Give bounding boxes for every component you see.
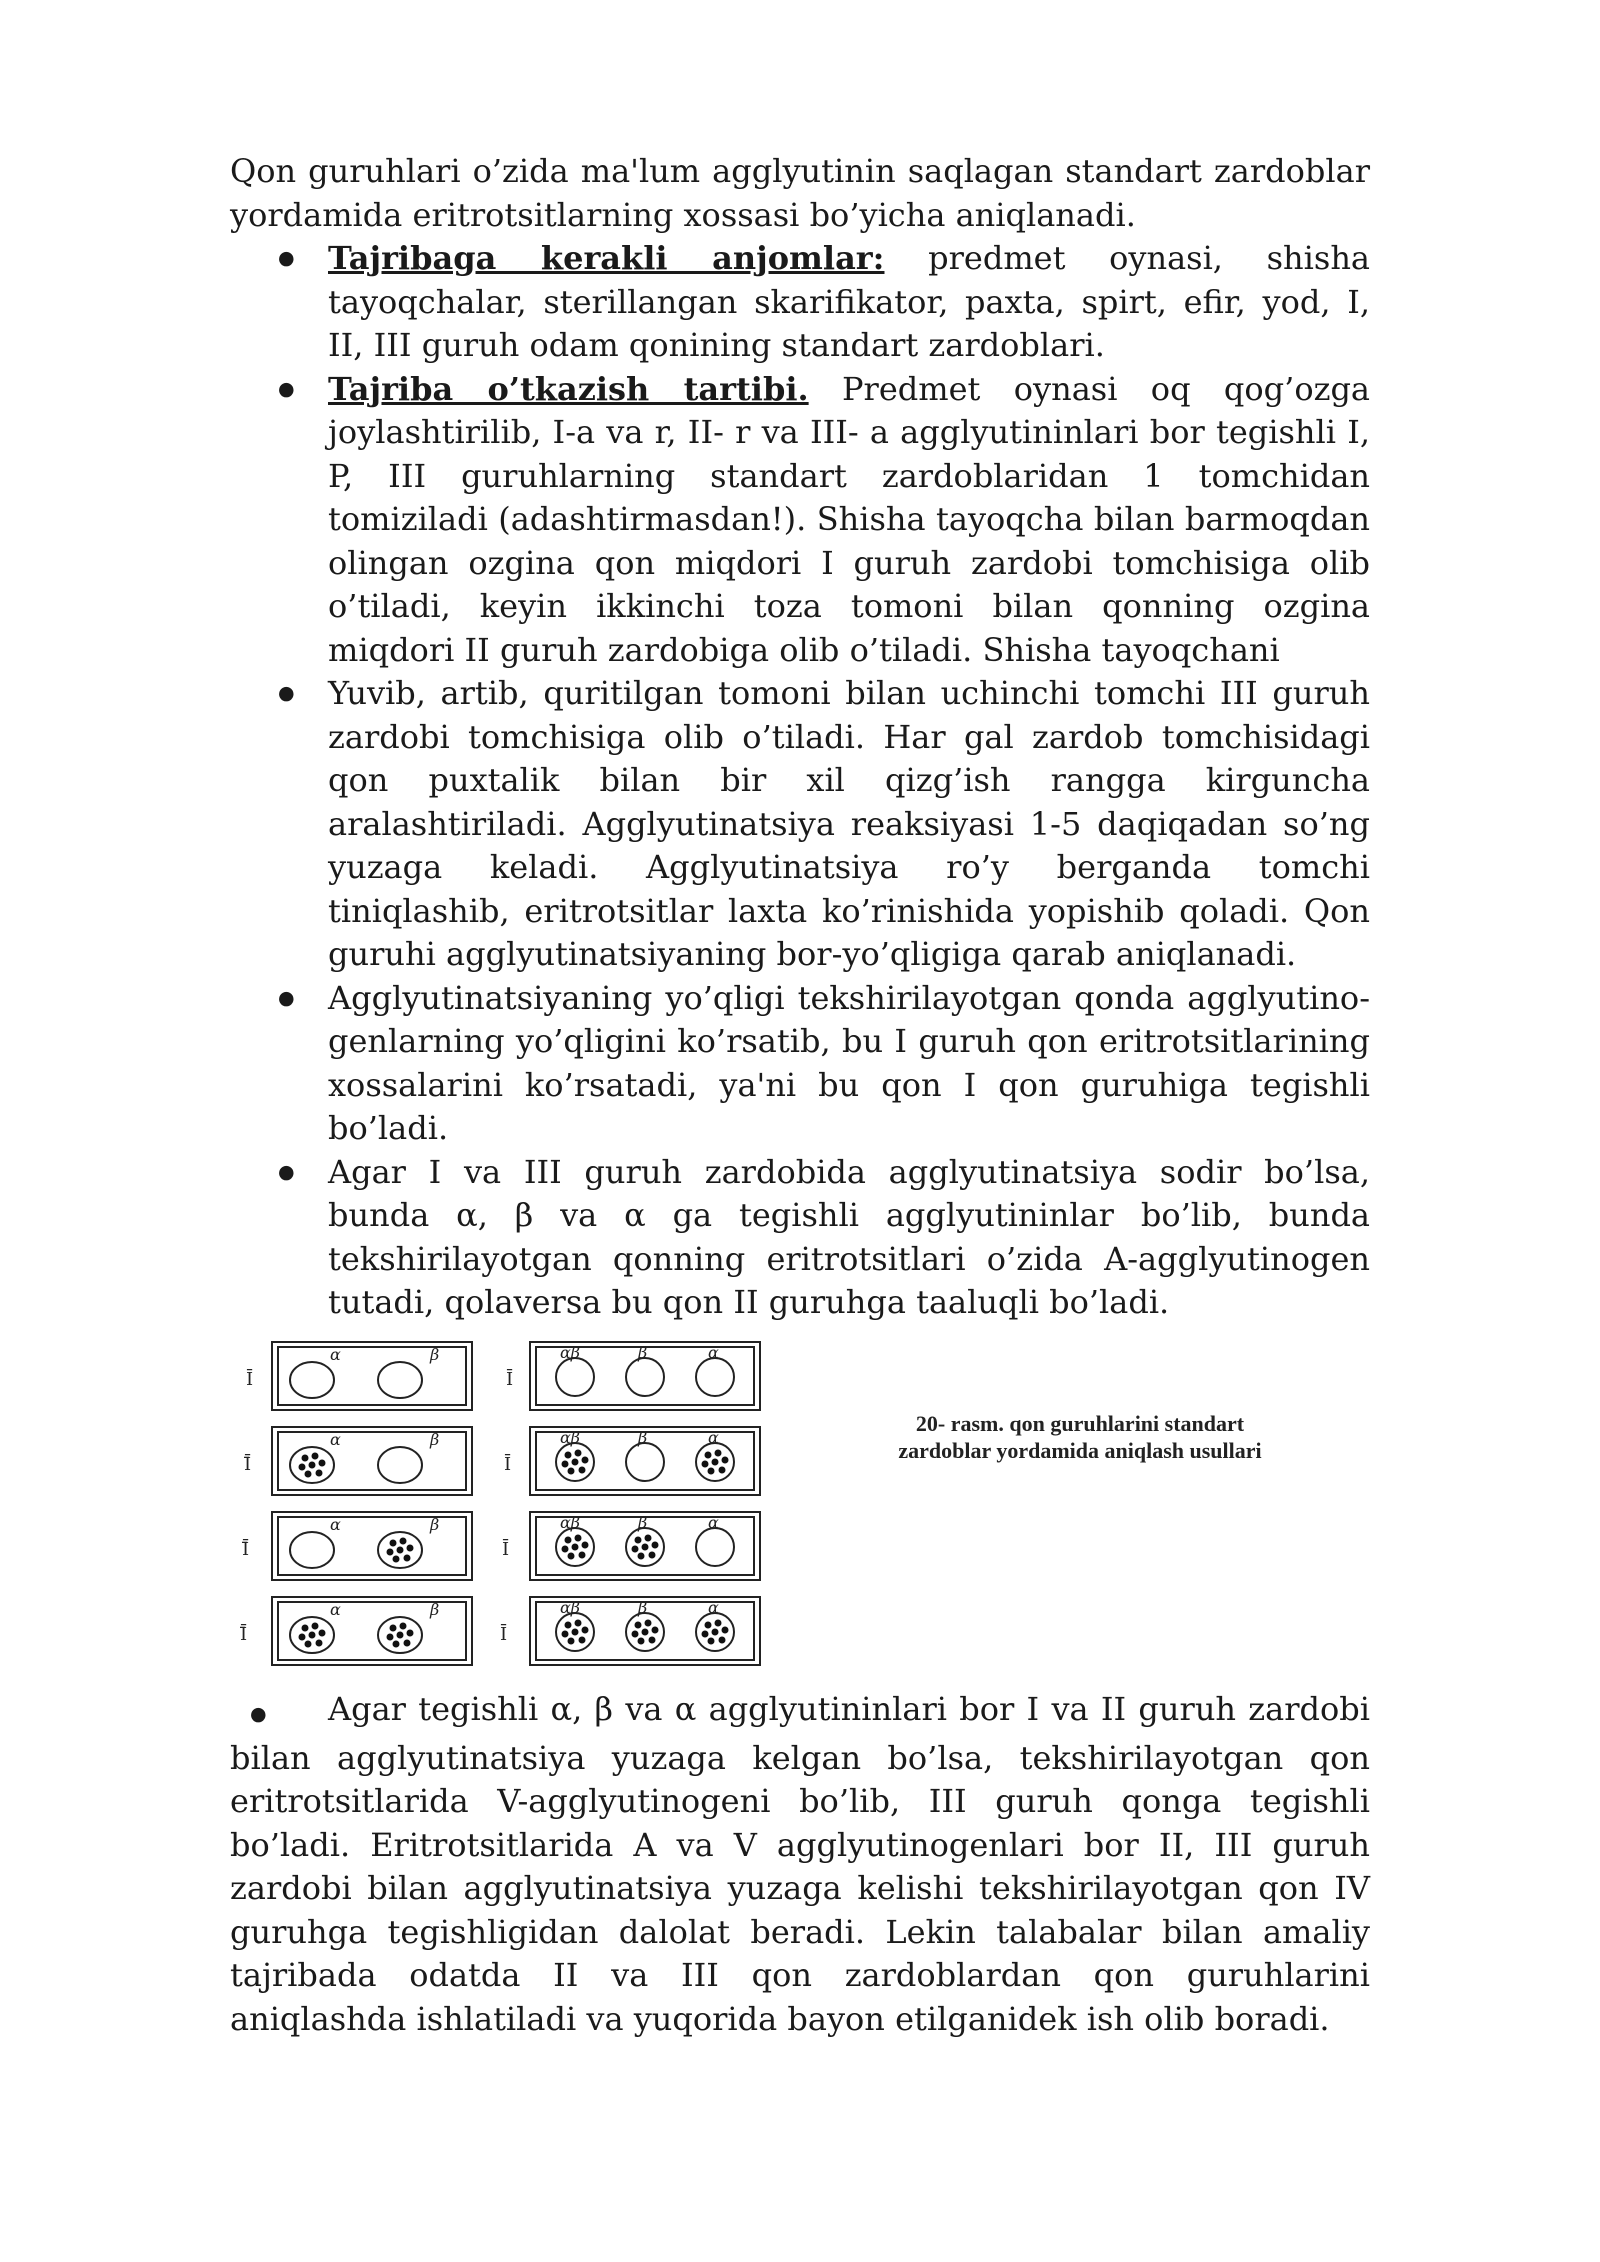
svg-text:αβ: αβ: [560, 1598, 581, 1617]
figure-caption-line-2: zardoblar yordamida aniqlash usullari: [898, 1438, 1262, 1463]
bullet-group-two: ● Agar I va III guruh zardobida agglyutinatsiya sodir bo’lsa, bunda α, β va α ga tegishli agglyutininlar bo’lib, bunda tekshirilayotgan qonning eritrotsitlari o’zida A-agglyutinogen tutadi, qolaversa bu qon II guruhga taaluqli bo’ladi.: [230, 1151, 1370, 1325]
closing-bullet-icon: ●: [250, 1703, 267, 1725]
svg-text:α: α: [330, 1430, 341, 1449]
bullet-materials: [230, 237, 1370, 368]
svg-text:α: α: [708, 1513, 719, 1532]
svg-text:α: α: [330, 1345, 341, 1364]
svg-text:α: α: [708, 1428, 719, 1447]
svg-text:α: α: [708, 1343, 719, 1362]
svg-text:Ī: Ī: [504, 1454, 512, 1475]
bullet-procedure: [230, 368, 1370, 673]
svg-text:β: β: [430, 1515, 440, 1534]
figure-caption: [830, 1410, 1330, 1464]
document-body: [230, 150, 1370, 1325]
svg-text:α: α: [330, 1600, 341, 1619]
closing-paragraph: [230, 1688, 1370, 2041]
svg-text:Ī̄: Ī̄: [242, 1539, 250, 1560]
svg-text:Ī̄: Ī̄: [244, 1454, 252, 1475]
svg-text:β: β: [638, 1598, 648, 1617]
svg-text:Ī: Ī: [246, 1369, 254, 1390]
svg-text:Ī̄: Ī̄: [240, 1624, 248, 1645]
agglutination-diagram: [230, 1330, 810, 1680]
svg-text:Ī: Ī: [502, 1539, 510, 1560]
svg-text:α: α: [330, 1515, 341, 1534]
blood-group-figure: [230, 1330, 1370, 1680]
bullet-procedure-text: Predmet oynasi oq qog’ozga joylashtirilib, I-a va r, II- r va III- a agglyutininlari bor tegishli I, P, III guruhlarning standart zardoblaridan 1 tomchidan tomiziladi (adashtirmasdan!). Shisha tayoqcha bilan barmoqdan olingan ozgina qon miqdori I guruh zardobi tomchisiga olib o’tiladi, keyin ikkinchi toza tomoni bilan qonning ozgina miqdori II guruh zardobiga olib o’tiladi. Shisha tayoqchani: [328, 369, 1371, 669]
svg-text:αβ: αβ: [560, 1428, 581, 1447]
svg-text:β: β: [638, 1428, 648, 1447]
svg-text:β: β: [430, 1600, 440, 1619]
svg-text:Ī: Ī: [500, 1624, 508, 1645]
bullet-wipe: ● Yuvib, artib, quritilgan tomoni bilan uchinchi tomchi III guruh zardobi tomchisiga olib o’tiladi. Har gal zardob tomchisidagi qon puxtalik bilan bir xil qizg’ish rangga kirguncha aralashtiriladi. Agglyutinatsiya reaksiyasi 1-5 daqiqadan so’ng yuzaga keladi. Agglyutinatsiya ro’y berganda tomchi tiniqlashib, eritrotsitlar laxta ko’rinishida yopishib qoladi. Qon guruhi agglyutinatsiyaning bor-yo’qligiga qarab aniqlanadi.: [230, 672, 1370, 977]
svg-text:αβ: αβ: [560, 1513, 581, 1532]
svg-text:Ī: Ī: [506, 1369, 514, 1390]
bullet-materials-heading: Tajribaga kerakli anjomlar:: [328, 239, 885, 277]
intro-line-1: Qon guruhlari o’zida ma'lum agglyutinin saqlagan standart zardoblar: [230, 152, 1370, 190]
bullet-list: [230, 237, 1370, 1325]
svg-text:β: β: [638, 1343, 648, 1362]
intro-line-2: yordamida eritrotsitlarning xossasi bo’yicha aniqlanadi.: [230, 195, 1136, 234]
bullet-no-agglutination: ● Agglyutinatsiyaning yo’qligi tekshirilayotgan qonda agglyutino-genlarning yo’qligini ko’rsatib, bu I guruh qon eritrotsitlarining xossalarini ko’rsatadi, ya'ni bu qon I qon guruhiga tegishli bo’ladi.: [230, 977, 1370, 1151]
figure-caption-line-1: 20- rasm. qon guruhlarini standart: [915, 1411, 1245, 1436]
svg-text:β: β: [430, 1345, 440, 1364]
svg-text:α: α: [708, 1598, 719, 1617]
closing-paragraph-text: Agar tegishli α, β va α agglyutininlari bor I va II guruh zardobi bilan agglyutinatsiya yuzaga kelgan bo’lsa, tekshirilayotgan qon eritrotsitlarida V-agglyutinogeni bo’lib, III guruh qonga tegishli bo’ladi. Eritrotsitlarida A va V agglyutinogenlari bor II, III guruh zardobi bilan agglyutinatsiya yuzaga kelishi tekshirilayotgan qon IV guruhga tegishligidan dalolat beradi. Lekin talabalar bilan amaliy tajribada odatda II va III qon zardoblardan qon guruhlarini aniqlashda ishlatiladi va yuqorida bayon etilganidek ish olib boradi.: [230, 1690, 1370, 2038]
svg-text:β: β: [430, 1430, 440, 1449]
bullet-materials-text: predmet oynasi, shisha tayoqchalar, sterillangan skarifikator, paxta, spirt, efir, yod, I, II, III guruh odam qonining standart zardoblari.: [328, 239, 1371, 364]
bullet-procedure-heading: Tajriba o’tkazish tartibi.: [328, 369, 809, 408]
svg-text:β: β: [638, 1513, 648, 1532]
svg-text:αβ: αβ: [560, 1343, 581, 1362]
